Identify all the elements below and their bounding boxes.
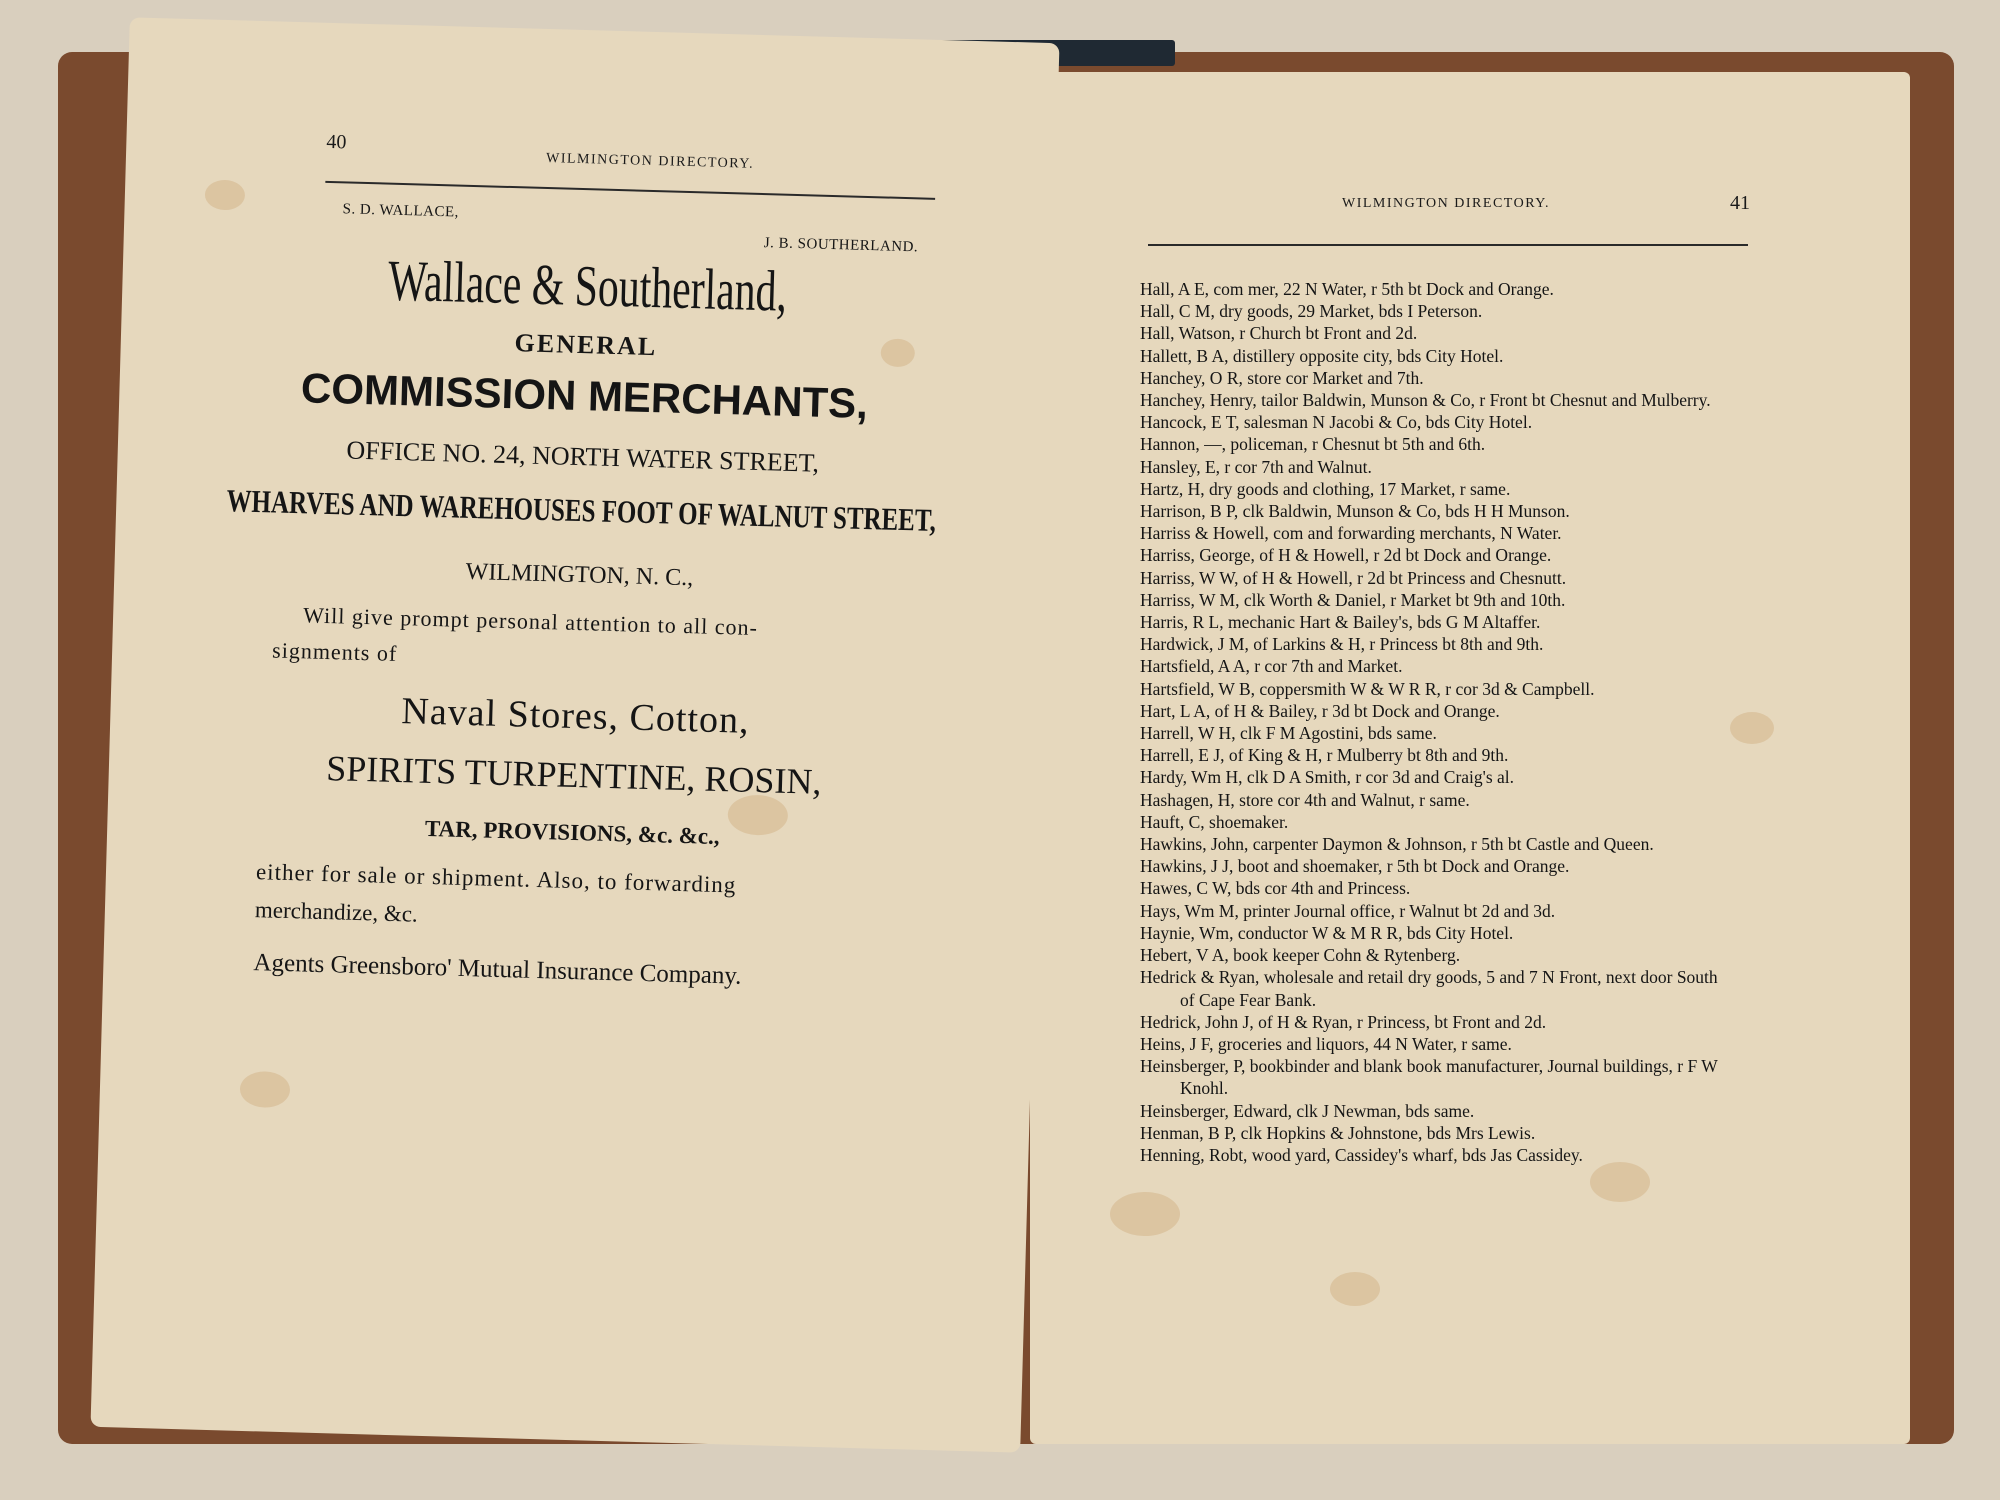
- header-rule: [1148, 244, 1748, 246]
- directory-entry: Harriss, George, of H & Howell, r 2d bt Dock and Orange.: [1140, 545, 1552, 566]
- foxing-stain: [239, 1071, 290, 1108]
- agents-line: Agents Greensboro' Mutual Insurance Company.: [253, 949, 742, 990]
- goods-line: SPIRITS TURPENTINE, ROSIN,: [325, 748, 823, 802]
- directory-entry: Hardwick, J M, of Larkins & H, r Princess bt 8th and 9th.: [1140, 634, 1544, 655]
- directory-entry: Hauft, C, shoemaker.: [1140, 811, 1289, 832]
- header-rule: [325, 181, 935, 200]
- directory-entry: Hartz, H, dry goods and clothing, 17 Market, r same.: [1140, 478, 1511, 499]
- directory-entry: Hannon, —, policeman, r Chesnut bt 5th and 6th.: [1140, 434, 1486, 455]
- goods-line: TAR, PROVISIONS, &c. &c.,: [424, 815, 720, 850]
- directory-entry: Hartsfield, W B, coppersmith W & W R R, r cor 3d & Campbell.: [1140, 678, 1595, 699]
- sale-text: either for sale or shipment. Also, to forwarding: [255, 859, 737, 898]
- directory-entries: [1140, 278, 1730, 1166]
- foxing-stain: [1110, 1192, 1180, 1236]
- office-address: OFFICE NO. 24, NORTH WATER STREET,: [346, 435, 820, 478]
- left-page: [90, 17, 1059, 1452]
- running-head: WILMINGTON DIRECTORY.: [545, 150, 755, 172]
- directory-entry: Hall, A E, com mer, 22 N Water, r 5th bt Dock and Orange.: [1140, 279, 1554, 299]
- foxing-stain: [1330, 1272, 1380, 1306]
- right-page: [1030, 72, 1910, 1444]
- directory-entry: Harrell, E J, of King & H, r Mulberry bt 8th and 9th.: [1140, 745, 1509, 766]
- goods-line: Naval Stores, Cotton,: [400, 690, 751, 742]
- page-number: 41: [1730, 192, 1750, 214]
- directory-entry: Harris, R L, mechanic Hart & Bailey's, bds G M Altaffer.: [1140, 612, 1541, 633]
- directory-entry: Haynie, Wm, conductor W & M R R, bds City Hotel.: [1140, 922, 1514, 943]
- directory-entry: Hanchey, Henry, tailor Baldwin, Munson & Co, r Front bt Chesnut and Mulberry.: [1140, 390, 1711, 411]
- wharves-address: WHARVES AND WAREHOUSES FOOT OF WALNUT STREET,: [226, 482, 937, 538]
- directory-entry: Henman, B P, clk Hopkins & Johnstone, bds Mrs Lewis.: [1140, 1122, 1536, 1143]
- page-number: 40: [326, 130, 347, 154]
- directory-entry: Heinsberger, Edward, clk J Newman, bds same.: [1140, 1100, 1475, 1121]
- directory-entry: Hallett, B A, distillery opposite city, bds City Hotel.: [1140, 345, 1504, 366]
- directory-entry: Hall, Watson, r Church bt Front and 2d.: [1140, 323, 1418, 344]
- directory-entry: Hall, C M, dry goods, 29 Market, bds I Peterson.: [1140, 301, 1483, 322]
- directory-entry: Hebert, V A, book keeper Cohn & Rytenberg.: [1140, 945, 1461, 966]
- attention-text: signments of: [271, 637, 398, 667]
- partner-name: J. B. SOUTHERLAND.: [763, 235, 919, 256]
- foxing-stain: [1590, 1162, 1650, 1202]
- running-head: WILMINGTON DIRECTORY.: [1342, 196, 1551, 211]
- directory-entry: Hart, L A, of H & Bailey, r 3d bt Dock and Orange.: [1140, 700, 1500, 721]
- sale-text: merchandize, &c.: [254, 897, 419, 927]
- directory-entry: Harrell, W H, clk F M Agostini, bds same.: [1140, 723, 1437, 744]
- directory-entry: Hawkins, J J, boot and shoemaker, r 5th bt Dock and Orange.: [1140, 856, 1570, 877]
- directory-entry: Hanchey, O R, store cor Market and 7th.: [1140, 367, 1424, 388]
- directory-entry: Hardy, Wm H, clk D A Smith, r cor 3d and Craig's al.: [1140, 767, 1515, 788]
- partner-name: S. D. WALLACE,: [342, 201, 460, 221]
- attention-text: Will give prompt personal attention to all con-: [302, 602, 759, 641]
- directory-entry: Heins, J F, groceries and liquors, 44 N Water, r same.: [1140, 1033, 1512, 1054]
- directory-entry: Hedrick & Ryan, wholesale and retail dry goods, 5 and 7 N Front, next door South of Cape Fear Bank.: [1140, 967, 1718, 1010]
- directory-entry: Hawes, C W, bds cor 4th and Princess.: [1140, 878, 1411, 899]
- directory-entry: Hawkins, John, carpenter Daymon & Johnson, r 5th bt Castle and Queen.: [1140, 834, 1654, 855]
- firm-name: Wallace & Southerland,: [387, 247, 788, 324]
- directory-entry: Henning, Robt, wood yard, Cassidey's wharf, bds Jas Cassidey.: [1140, 1144, 1583, 1165]
- foxing-stain: [205, 179, 246, 210]
- directory-entry: Harrison, B P, clk Baldwin, Munson & Co, bds H H Munson.: [1140, 501, 1570, 522]
- directory-entry: Harriss, W W, of H & Howell, r 2d bt Princess and Chesnutt.: [1140, 567, 1567, 588]
- directory-entry: Harriss & Howell, com and forwarding merchants, N Water.: [1140, 523, 1562, 544]
- business-heading: COMMISSION MERCHANTS,: [300, 364, 869, 428]
- directory-entry: Hansley, E, r cor 7th and Walnut.: [1140, 456, 1372, 477]
- directory-entry: Hartsfield, A A, r cor 7th and Market.: [1140, 656, 1403, 677]
- directory-entry: Hashagen, H, store cor 4th and Walnut, r same.: [1140, 789, 1470, 810]
- directory-entry: Harriss, W M, clk Worth & Daniel, r Market bt 9th and 10th.: [1140, 589, 1566, 610]
- directory-entry: Hedrick, John J, of H & Ryan, r Princess, bt Front and 2d.: [1140, 1011, 1547, 1032]
- foxing-stain: [1730, 712, 1774, 744]
- general-heading: GENERAL: [514, 328, 658, 362]
- directory-entry: Hays, Wm M, printer Journal office, r Walnut bt 2d and 3d.: [1140, 900, 1556, 921]
- directory-entry: Hancock, E T, salesman N Jacobi & Co, bds City Hotel.: [1140, 412, 1533, 433]
- directory-entry: Heinsberger, P, bookbinder and blank book manufacturer, Journal buildings, r F W Knohl.: [1140, 1056, 1718, 1099]
- city-line: WILMINGTON, N. C.,: [465, 558, 694, 592]
